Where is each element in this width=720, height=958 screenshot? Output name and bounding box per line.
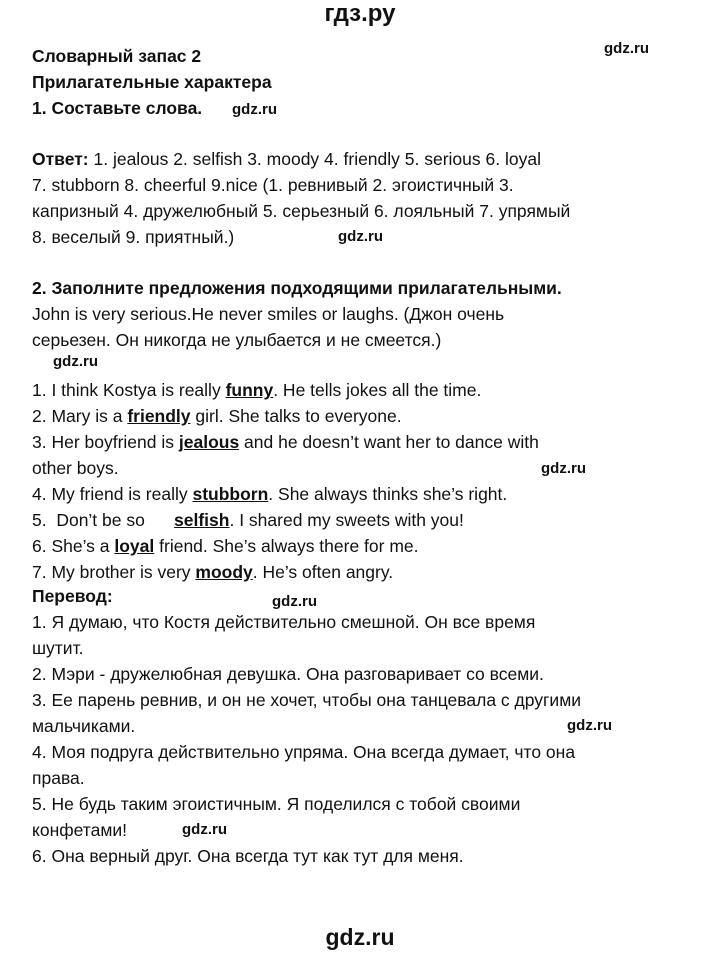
sentence-3-continuation: other boys. (32, 458, 119, 478)
answer-word: funny (225, 380, 274, 400)
watermark: gdz.ru (232, 101, 277, 118)
translation-line: 3. Ее парень ревнив, и он не хочет, чтобы она танцевала с другими (32, 690, 582, 710)
translation-line: конфетами! (32, 820, 128, 840)
translation-line: мальчиками. (32, 716, 136, 736)
answer-word: loyal (114, 536, 155, 556)
translation-label: Перевод: (32, 586, 113, 606)
watermark: gdz.ru (182, 821, 227, 838)
answer-word: stubborn (192, 484, 269, 504)
answer-label: Ответ: (32, 149, 89, 169)
translation-line: 2. Мэри - дружелюбная девушка. Она разговаривает со всеми. (32, 664, 544, 684)
sentence-7: 7. My brother is very moody. He’s often angry. (32, 562, 394, 582)
answer-word: moody (195, 562, 253, 582)
task2-example-line-1: John is very serious.He never smiles or laughs. (Джон очень (32, 304, 505, 324)
heading-line-2: Прилагательные характера (32, 72, 272, 92)
answer-word: jealous (178, 432, 240, 452)
watermark: gdz.ru (541, 460, 586, 477)
task1-answer-line-2: 7. stubborn 8. cheerful 9.nice (1. ревнивый 2. эгоистичный 3. (32, 175, 514, 195)
task1-title: 1. Составьте слова. (32, 98, 203, 118)
watermark: gdz.ru (338, 228, 383, 245)
answer-text: 1. jealous 2. selfish 3. moody 4. friendly 5. serious 6. loyal (93, 149, 541, 169)
sentence-2: 2. Mary is a friendly girl. She talks to everyone. (32, 406, 402, 426)
watermark: gdz.ru (567, 717, 612, 734)
watermark: gdz.ru (272, 593, 317, 610)
sentence-5: 5. Don’t be so selfish. I shared my sweets with you! (32, 510, 464, 530)
task1-answer-line-3: капризный 4. дружелюбный 5. серьезный 6. лояльный 7. упрямый (32, 201, 571, 221)
site-footer: gdz.ru (325, 924, 395, 950)
sentence-3: 3. Her boyfriend is jealous and he doesn’t want her to dance with (32, 432, 539, 452)
heading-line-1: Словарный запас 2 (32, 46, 202, 66)
translation-line: 4. Моя подруга действительно упряма. Она всегда думает, что она (32, 742, 576, 762)
sentence-1: 1. I think Kostya is really funny. He tells jokes all the time. (32, 380, 482, 400)
site-header: гдз.ру (324, 0, 396, 27)
answer-word: selfish (174, 510, 230, 530)
translation-line: шутит. (32, 638, 84, 658)
translation-line: права. (32, 768, 85, 788)
task1-answer-line-4: 8. веселый 9. приятный.) (32, 227, 235, 247)
task2-example-line-2: серьезен. Он никогда не улыбается и не смеется.) (32, 330, 442, 350)
watermark: gdz.ru (604, 40, 649, 57)
answer-word: friendly (127, 406, 191, 426)
translation-line: 1. Я думаю, что Костя действительно смешной. Он все время (32, 612, 536, 632)
translation-line: 6. Она верный друг. Она всегда тут как тут для меня. (32, 846, 464, 866)
translation-line: 5. Не будь таким эгоистичным. Я поделился с тобой своими (32, 794, 521, 814)
task1-answer-line-1 (32, 149, 541, 170)
sentence-4: 4. My friend is really stubborn. She always thinks she’s right. (32, 484, 508, 504)
task2-title: 2. Заполните предложения подходящими прилагательными. (32, 278, 562, 298)
sentence-6: 6. She’s a loyal friend. She’s always there for me. (32, 536, 419, 556)
watermark: gdz.ru (53, 353, 98, 370)
